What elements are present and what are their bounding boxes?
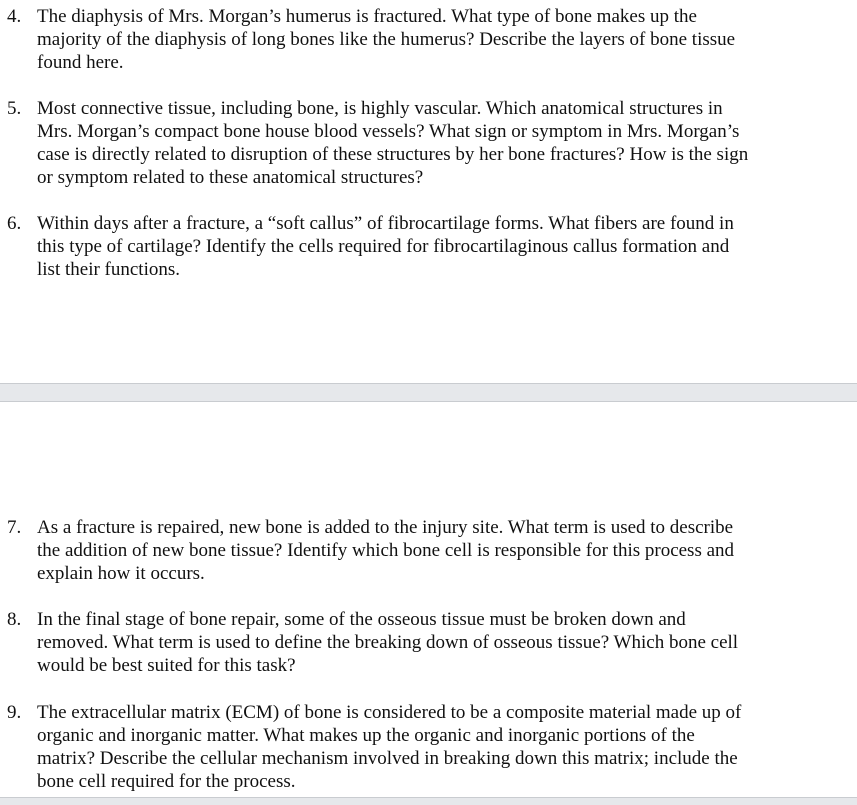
question-text: The extracellular matrix (ECM) of bone is considered to be a composite material made up of organic and inorganic matter. What makes up the organic and inorganic portions of the matrix? Describe the cellular mechanism involved in breaking down this matrix; include the bone cell required for the process. (37, 702, 742, 792)
question-number: 6. (7, 213, 22, 234)
page-bottom-edge (0, 797, 857, 805)
question-number: 8. (7, 609, 22, 630)
page-break-separator (0, 383, 857, 402)
question-text: The diaphysis of Mrs. Morgan’s humerus is fractured. What type of bone makes up the majority of the diaphysis of long bones like the humerus? Describe the layers of bone tissue found here. (37, 6, 736, 73)
question-number: 5. (7, 98, 22, 119)
question-text: Within days after a fracture, a “soft callus” of fibrocartilage forms. What fibers are found in this type of cartilage? Identify the cells required for fibrocartilaginous callus formation and list their functions. (37, 213, 734, 280)
question-number: 7. (7, 517, 22, 538)
question-text: In the final stage of bone repair, some of the osseous tissue must be broken down and removed. What term is used to define the breaking down of osseous tissue? Which bone cell would be best suited for this task? (37, 609, 739, 676)
question-text: As a fracture is repaired, new bone is added to the injury site. What term is used to describe the addition of new bone tissue? Identify which bone cell is responsible for this process and explain how it occurs. (37, 517, 735, 584)
question-number: 4. (7, 6, 22, 27)
question-number: 9. (7, 702, 22, 723)
question-text: Most connective tissue, including bone, is highly vascular. Which anatomical structures in Mrs. Morgan’s compact bone house blood vessels? What sign or symptom in Mrs. Morgan’s case is directly related to disruption of these structures by her bone fractures? How is the sign or symptom related to these anatomical structures? (37, 98, 749, 188)
